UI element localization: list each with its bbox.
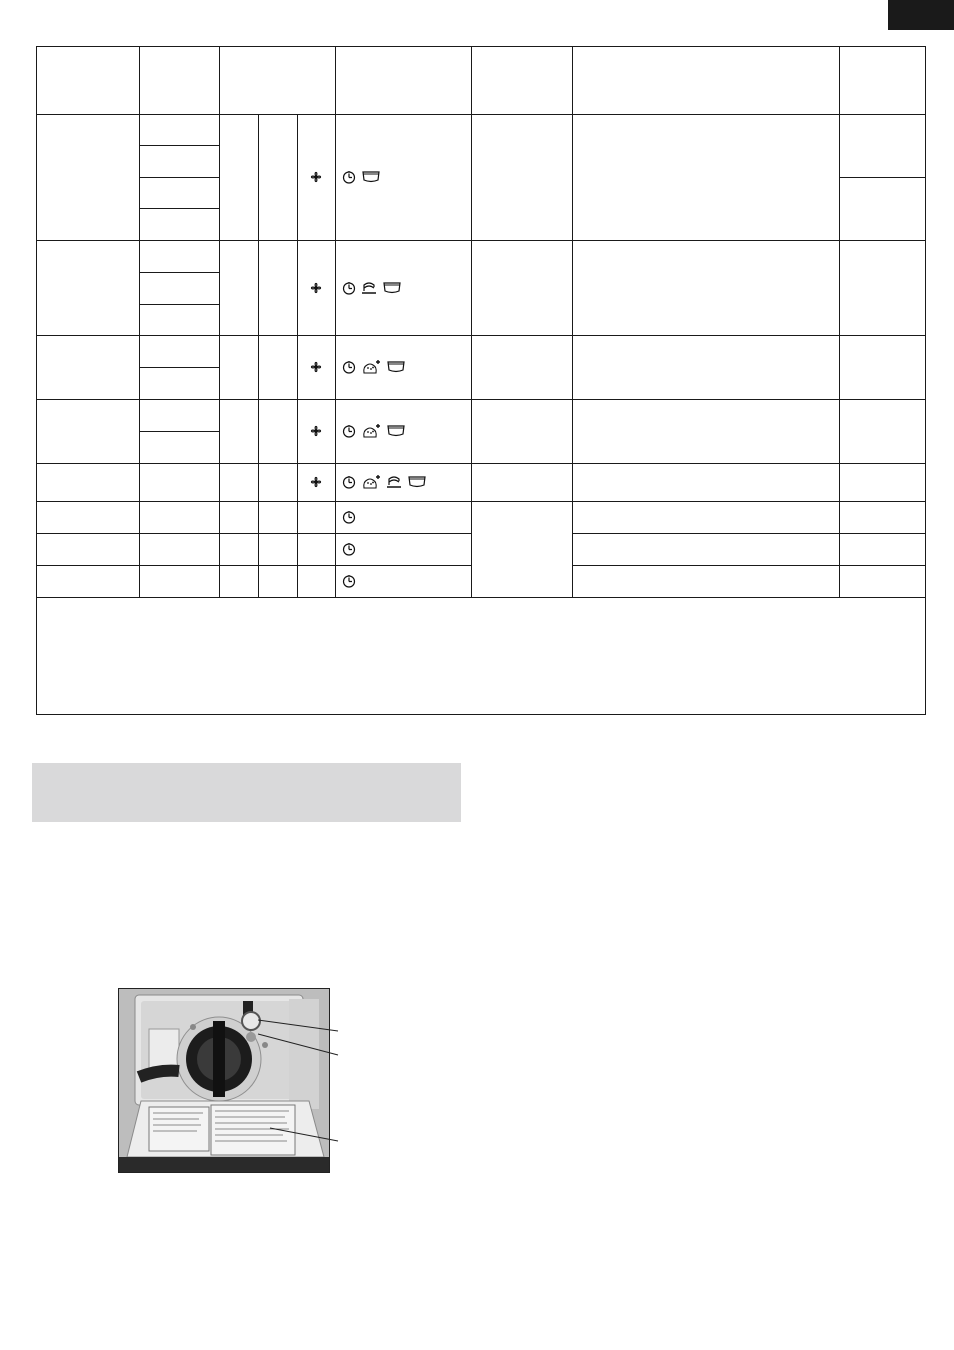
service-panel-photo <box>118 988 330 1173</box>
row-6-col1 <box>36 463 140 502</box>
group-1-name-cell <box>36 114 140 241</box>
header-cell-col7 <box>839 46 926 115</box>
group-1-col7a <box>839 114 926 178</box>
row-9-col3b <box>258 565 298 598</box>
group-2-col3a <box>219 240 259 336</box>
group-2-subrow-2 <box>139 272 220 305</box>
header-cell-col1 <box>36 46 140 115</box>
group-1-subrow-3 <box>139 177 220 209</box>
group-4-col5 <box>471 399 573 464</box>
row-6-col2 <box>139 463 220 502</box>
group-2-col5 <box>471 240 573 336</box>
row-8-col2 <box>139 533 220 566</box>
row-4-timer-icon <box>342 424 356 438</box>
row-7-timer-icon <box>342 542 356 556</box>
row-6-timer-icon <box>342 510 356 524</box>
row-5-fan-icon <box>308 474 324 490</box>
row-8-col1 <box>36 533 140 566</box>
row-8-col3a <box>219 533 259 566</box>
group-1-col5 <box>471 114 573 241</box>
row-1-fan-icon <box>308 169 324 185</box>
group-1-subrow-1 <box>139 114 220 146</box>
row-6-col3a <box>219 463 259 502</box>
row-4-fan-icon <box>308 423 324 439</box>
row-7-col1 <box>36 501 140 534</box>
group-3-col6 <box>572 335 840 400</box>
group-3-name-cell <box>36 335 140 400</box>
row-5-steam-icon <box>361 474 381 490</box>
row-6-col6 <box>572 463 840 502</box>
row-7-col3b <box>258 501 298 534</box>
row-9-col6 <box>572 565 840 598</box>
group-3-col5 <box>471 335 573 400</box>
group-4-col3b <box>258 399 298 464</box>
group-2-col6 <box>572 240 840 336</box>
row-8-timer-icon <box>342 574 356 588</box>
row-5-heater-icon <box>386 475 402 489</box>
row-4-steam-icon <box>361 423 381 439</box>
row-9-col3a <box>219 565 259 598</box>
group-4-subrow-2 <box>139 431 220 464</box>
group-2-subrow-1 <box>139 240 220 273</box>
row-3-drip-tray-icon <box>386 360 406 374</box>
row-3-timer-icon <box>342 360 356 374</box>
group-4-col7 <box>839 399 926 464</box>
group-1-col6 <box>572 114 840 241</box>
section-heading-banner <box>32 763 461 822</box>
row-1-timer-icon <box>342 170 356 184</box>
row-8-col6 <box>572 533 840 566</box>
row-9-col2 <box>139 565 220 598</box>
group-2-col3b <box>258 240 298 336</box>
row-7-col6 <box>572 501 840 534</box>
row-2-drip-tray-icon <box>382 281 402 295</box>
row-8-col7 <box>839 533 926 566</box>
table-footnote-box <box>36 597 926 715</box>
group-4-col3a <box>219 399 259 464</box>
group-4-name-cell <box>36 399 140 464</box>
row-3-steam-icon <box>361 359 381 375</box>
group-3-subrow-2 <box>139 367 220 400</box>
group-1-col7b <box>839 177 926 241</box>
row-7-col7 <box>839 501 926 534</box>
group-4-col6 <box>572 399 840 464</box>
group-2-col7 <box>839 240 926 336</box>
row-5-drip-tray-icon <box>407 475 427 489</box>
service-panel-illustration <box>119 989 330 1173</box>
row-5-timer-icon <box>342 475 356 489</box>
row-8-fan-cell <box>297 533 336 566</box>
header-cell-col3 <box>219 46 336 115</box>
row-9-col1 <box>36 565 140 598</box>
group-1-col3b <box>258 114 298 241</box>
group-3-col7 <box>839 335 926 400</box>
group-3-col3a <box>219 335 259 400</box>
group-3-subrow-1 <box>139 335 220 368</box>
row-7-fan-cell <box>297 501 336 534</box>
row-4-drip-tray-icon <box>386 424 406 438</box>
row-6-col3b <box>258 463 298 502</box>
row-8-col3b <box>258 533 298 566</box>
rows-7-9-merged-col5 <box>471 501 573 598</box>
row-1-drip-tray-icon <box>361 170 381 184</box>
row-6-col7 <box>839 463 926 502</box>
header-cell-col5 <box>471 46 573 115</box>
group-4-subrow-1 <box>139 399 220 432</box>
row-7-col3a <box>219 501 259 534</box>
row-9-col7 <box>839 565 926 598</box>
header-cell-col2 <box>139 46 220 115</box>
row-2-heater-icon <box>361 281 377 295</box>
row-7-col2 <box>139 501 220 534</box>
row-6-col5 <box>471 463 573 502</box>
group-1-subrow-4 <box>139 208 220 241</box>
group-2-subrow-3 <box>139 304 220 336</box>
row-2-fan-icon <box>308 280 324 296</box>
header-cell-col6 <box>572 46 840 115</box>
group-1-col3a <box>219 114 259 241</box>
row-3-fan-icon <box>308 359 324 375</box>
group-3-col3b <box>258 335 298 400</box>
group-1-subrow-2 <box>139 145 220 178</box>
header-cell-col4 <box>335 46 472 115</box>
group-2-name-cell <box>36 240 140 336</box>
row-9-fan-cell <box>297 565 336 598</box>
row-2-timer-icon <box>342 281 356 295</box>
